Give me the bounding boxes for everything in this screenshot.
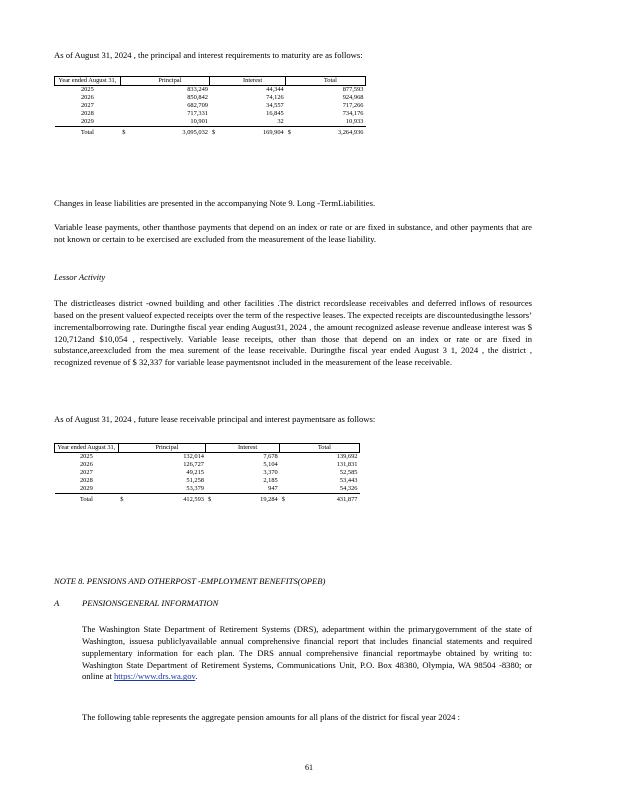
table-row: 2026 126,727 5,104 131,831: [79, 461, 358, 468]
table-row: 2027 49,215 3,370 52,585: [79, 469, 358, 476]
section-letter: A: [54, 598, 60, 608]
lease-receivable-table: [54, 443, 360, 504]
table-row: 2025 833,249 44,344 877,593: [80, 86, 364, 93]
table-row: 2029 53,379 947 54,326: [79, 485, 358, 492]
para-drs: The Washington State Department of Retirement Systems (DRS), adepartment within the primarygovernment of the state of Washington, issuesa publiclyavailable annual comprehensive financial report that includes financial statements and required supplementary information for each plan. The DRS annual comprehensive financial reportmaybe obtained by writing to: Washington State Department of Retirement Systems, Communications Unit, P.O. Box 48380, Olympia, WA 98504 -8380; or online at https://www.drs.wa.gov.: [82, 624, 532, 682]
lease-maturity-table: [54, 76, 366, 137]
col-interest: Interest: [220, 77, 286, 86]
col-interest: Interest: [216, 444, 280, 453]
col-total: Total: [290, 444, 360, 453]
col-principal: Principal: [130, 77, 210, 86]
lease-intro: As of August 31, 2024 , the principal and interest requirements to maturity are as follows:: [54, 50, 363, 60]
col-year: Year ended August 31,: [55, 77, 121, 86]
table-row: 2028 717,331 16,845 734,176: [80, 110, 364, 117]
para-changes: Changes in lease liabilities are presented in the accompanying Note 9. Long -TermLiabilities.: [54, 198, 376, 208]
table-row: 2025 132,014 7,678 139,692: [79, 453, 358, 460]
table-row: 2029 10,901 32 10,933: [80, 118, 364, 125]
para-variable: Variable lease payments, other thanthose payments that depend on an index or rate or are fixed in substance, and other payments that are not known or certain to be exercised are excluded from the measurement of the lease liability.: [54, 222, 532, 244]
table-row: 2026 850,842 74,126 924,968: [80, 94, 364, 101]
table-row: 2027 682,709 34,557 717,266: [80, 102, 364, 109]
drs-link[interactable]: https://www.drs.wa.gov: [114, 671, 196, 682]
page-number: 61: [305, 763, 313, 772]
col-principal: Principal: [128, 444, 206, 453]
table-row: 2028 51,258 2,185 53,443: [79, 477, 358, 484]
para-lessor: The districtleases district -owned building and other facilities .The district recordslease receivables and deferred inflows of resources based on the present valueof expected receipts over the term of the respective leases. The expected receipts are discountedusingthe lessors’ incrementalborrowing rate. Duringthe fiscal year ending August31, 2024 , the amount recognized aslease revenue andlease interest was $ 120,712and $10,054 , respectively. Variable lease receipts, other than those that depend on an index or rate or are fixed in substance,areexcluded from the mea surement of the lease receivable. Duringthe fiscal year ended August 3 1, 2024 , the district , recognized revenue of $ 32,337 for variable lease paymentsnot included in the measurement of the lease receivable.: [54, 298, 532, 368]
receivable-intro: As of August 31, 2024 , future lease receivable principal and interest paymentsare as follows:: [54, 414, 376, 424]
table-total-row: Total $ 412,593 $ 19,284 $ 431,877: [55, 494, 360, 505]
col-year: Year ended August 31,: [55, 444, 119, 453]
col-total: Total: [296, 77, 366, 86]
lessor-heading: Lessor Activity: [54, 272, 106, 282]
table-total-row: Total $ 3,095,032 $ 169,904 $ 3,264,936: [55, 127, 366, 138]
para-following: The following table represents the aggregate pension amounts for all plans of the district for fiscal year 2024 :: [82, 712, 461, 722]
note-heading: NOTE 8. PENSIONS AND OTHERPOST -EMPLOYMENT BENEFITS(OPEB): [54, 576, 326, 586]
section-title: PENSIONSGENERAL INFORMATION: [82, 598, 219, 608]
